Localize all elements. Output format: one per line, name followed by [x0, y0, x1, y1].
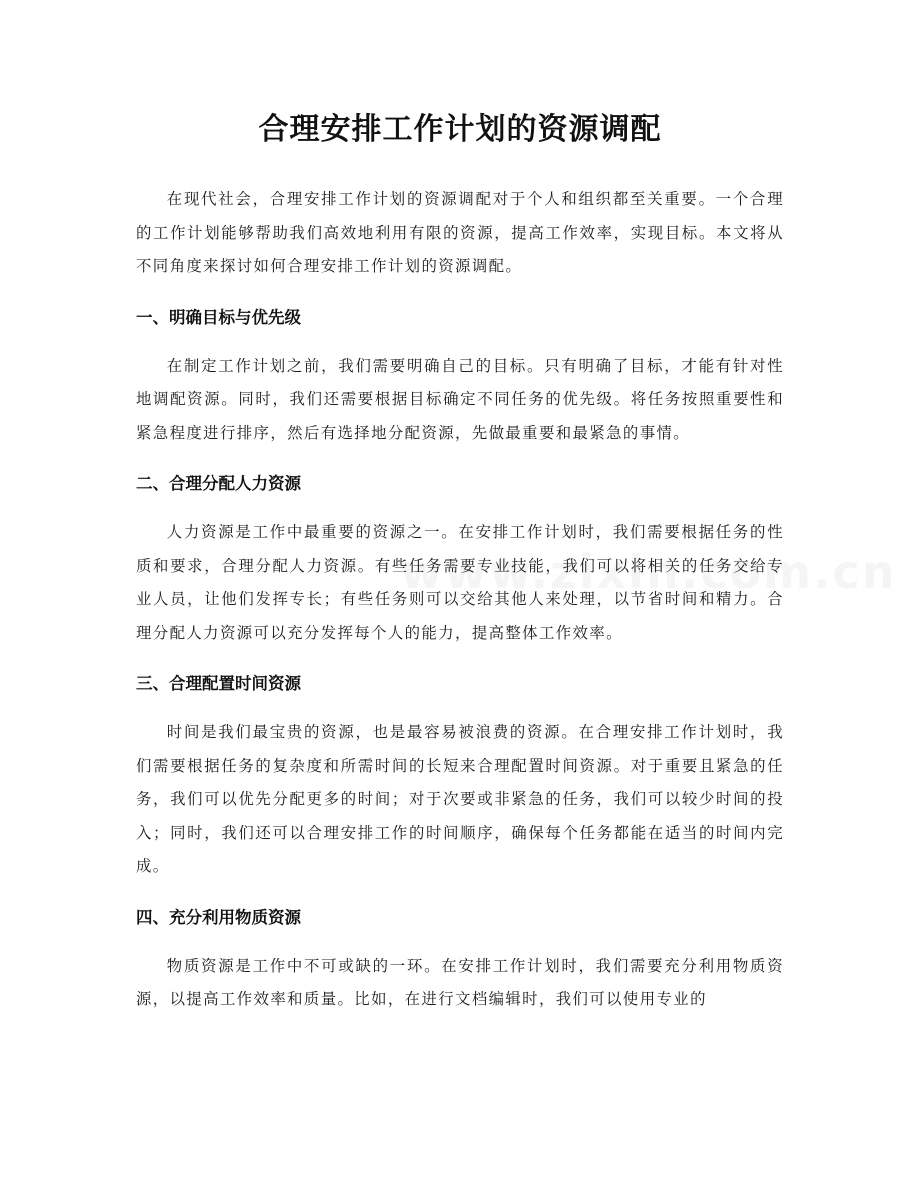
section-heading-1: 一、明确目标与优先级	[136, 307, 301, 327]
spacer	[136, 496, 784, 516]
spacer	[136, 330, 784, 350]
section-heading-3: 三、合理配置时间资源	[136, 674, 301, 693]
section-body-3: 时间是我们最宝贵的资源，也是最容易被浪费的资源。在合理安排工作计划时，我们需要根据任务的复杂度和所需时间的长短来合理配置时间资源。对于重要且紧急的任务，我们可以优先分配更多的时间；对于次要或非紧急的任务，我们可以较少时间的投入；同时，我们还可以合理安排工作的时间顺序，确保每个任务都能在适当的时间内完成。	[136, 723, 784, 875]
document-body	[136, 183, 784, 1017]
document-title: 合理安排工作计划的资源调配	[258, 112, 662, 147]
spacer	[136, 284, 784, 306]
section-body-1: 在制定工作计划之前，我们需要明确自己的目标。只有明确了目标，才能有针对性地调配资源。同时，我们还需要根据目标确定不同任务的优先级。将任务按照重要性和紧急程度进行排序，然后有选择地分配资源，先做最重要和最紧急的事情。	[136, 356, 784, 442]
spacer	[136, 650, 784, 672]
section-body-4: 物质资源是工作中不可或缺的一环。在安排工作计划时，我们需要充分利用物质资源，以提高工作效率和质量。比如，在进行文档编辑时，我们可以使用专业的	[136, 956, 784, 1008]
intro-paragraph: 在现代社会，合理安排工作计划的资源调配对于个人和组织都至关重要。一个合理的工作计划能够帮助我们高效地利用有限的资源，提高工作效率，实现目标。本文将从不同角度来探讨如何合理安排工作计划的资源调配。	[136, 190, 784, 275]
section-heading-4: 四、充分利用物质资源	[136, 907, 301, 927]
section-body-2: 人力资源是工作中最重要的资源之一。在安排工作计划时，我们需要根据任务的性质和要求，合理分配人力资源。有些任务需要专业技能，我们可以将相关的任务交给专业人员，让他们发挥专长；有些任务则可以交给其他人来处理，以节省时间和精力。合理分配人力资源可以充分发挥每个人的能力，提高整体工作效率。	[136, 523, 784, 642]
section-heading-2: 二、合理分配人力资源	[136, 474, 301, 493]
spacer	[136, 884, 784, 906]
spacer	[136, 930, 784, 950]
spacer	[136, 450, 784, 472]
spacer	[136, 696, 784, 716]
